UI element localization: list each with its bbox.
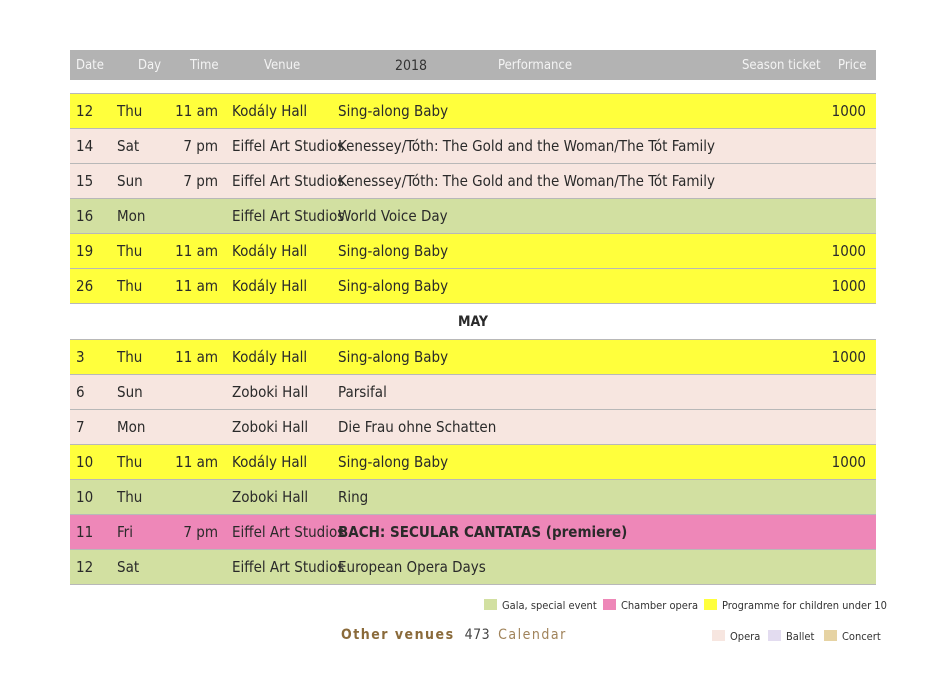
row-date: 11 [76, 523, 94, 541]
row-performance: Kenessey/Tóth: The Gold and the Woman/The Tót Family [338, 137, 716, 155]
row-date: 3 [76, 348, 85, 366]
row-time: 11 am [175, 102, 218, 120]
table-row [70, 549, 876, 584]
row-time: 11 am [175, 453, 218, 471]
row-date: 10 [76, 488, 94, 506]
table-row [70, 198, 876, 233]
children-swatch-icon [704, 599, 717, 610]
row-venue: Zoboki Hall [232, 383, 309, 401]
row-date: 12 [76, 102, 94, 120]
row-performance: Kenessey/Tóth: The Gold and the Woman/The Tót Family [338, 172, 716, 190]
legend-opera: Opera [712, 630, 760, 643]
row-performance: Die Frau ohne Schatten [338, 418, 497, 436]
header-year: 2018 [395, 58, 428, 74]
table-row [70, 163, 876, 198]
opera-swatch-icon [712, 630, 725, 641]
row-day: Sun [117, 172, 143, 190]
row-performance: Sing-along Baby [338, 277, 449, 295]
header-day: Day [138, 58, 162, 73]
table-row [70, 409, 876, 444]
row-time: 7 pm [183, 523, 218, 541]
header-date: Date [76, 58, 104, 73]
page-footer [341, 627, 567, 643]
table-header [70, 50, 876, 80]
row-time: 11 am [175, 348, 218, 366]
row-time: 7 pm [183, 137, 218, 155]
footer-chapter: Calendar [498, 627, 567, 643]
row-day: Thu [117, 277, 143, 295]
concert-swatch-icon [824, 630, 837, 641]
table-row [70, 93, 876, 128]
row-venue: Eiffel Art Studios [232, 137, 345, 155]
row-time: 11 am [175, 242, 218, 260]
header-season-ticket: Season ticket [742, 58, 821, 73]
may-rows [70, 339, 876, 584]
row-performance: Ring [338, 488, 369, 506]
row-performance: BACH: SECULAR CANTATAS (premiere) [338, 523, 628, 541]
table-row [70, 479, 876, 514]
row-time: 7 pm [183, 172, 218, 190]
row-date: 15 [76, 172, 94, 190]
row-venue: Eiffel Art Studios [232, 207, 345, 225]
row-day: Sat [117, 558, 140, 576]
row-price: 1000 [831, 242, 866, 260]
legend-chamber: Chamber opera [603, 599, 698, 612]
row-time: 11 am [175, 277, 218, 295]
row-date: 14 [76, 137, 94, 155]
row-day: Thu [117, 102, 143, 120]
row-day: Thu [117, 453, 143, 471]
table-row [70, 514, 876, 549]
table-row [70, 444, 876, 479]
ballet-swatch-icon [768, 630, 781, 641]
calendar-table [70, 50, 876, 585]
row-date: 6 [76, 383, 85, 401]
april-rows [70, 93, 876, 303]
legend-ballet: Ballet [768, 630, 814, 643]
table-row [70, 374, 876, 409]
row-venue: Zoboki Hall [232, 418, 309, 436]
row-date: 16 [76, 207, 94, 225]
header-venue: Venue [264, 58, 301, 73]
header-time: Time [190, 58, 219, 73]
header-performance: Performance [498, 58, 573, 73]
row-day: Sat [117, 137, 140, 155]
row-date: 7 [76, 418, 85, 436]
footer-section: Other venues [341, 627, 455, 643]
table-row [70, 339, 876, 374]
row-day: Fri [117, 523, 133, 541]
row-venue: Kodály Hall [232, 102, 308, 120]
row-venue: Kodály Hall [232, 277, 308, 295]
row-price: 1000 [831, 277, 866, 295]
row-date: 12 [76, 558, 94, 576]
row-performance: Sing-along Baby [338, 242, 449, 260]
row-performance: World Voice Day [338, 207, 448, 225]
row-day: Mon [117, 207, 146, 225]
row-day: Mon [117, 418, 146, 436]
row-price: 1000 [831, 453, 866, 471]
month-label: MAY [70, 303, 876, 339]
row-day: Thu [117, 348, 143, 366]
row-performance: Sing-along Baby [338, 453, 449, 471]
row-date: 19 [76, 242, 94, 260]
chamber-swatch-icon [603, 599, 616, 610]
legend-gala: Gala, special event [484, 599, 597, 612]
row-venue: Eiffel Art Studios [232, 523, 345, 541]
row-date: 10 [76, 453, 94, 471]
row-price: 1000 [831, 348, 866, 366]
row-day: Sun [117, 383, 143, 401]
table-row [70, 128, 876, 163]
gala-swatch-icon [484, 599, 497, 610]
page-number: 473 [464, 627, 491, 643]
row-venue: Kodály Hall [232, 348, 308, 366]
table-row [70, 233, 876, 268]
legend-children: Programme for children under 10 [704, 599, 887, 612]
row-performance: European Opera Days [338, 558, 486, 576]
row-date: 26 [76, 277, 94, 295]
row-performance: Sing-along Baby [338, 348, 449, 366]
row-venue: Eiffel Art Studios [232, 558, 345, 576]
row-venue: Zoboki Hall [232, 488, 309, 506]
table-row [70, 268, 876, 303]
row-venue: Eiffel Art Studios [232, 172, 345, 190]
row-day: Thu [117, 488, 143, 506]
row-price: 1000 [831, 102, 866, 120]
legend-concert: Concert [824, 630, 881, 643]
row-venue: Kodály Hall [232, 242, 308, 260]
header-price: Price [838, 58, 867, 73]
row-performance: Sing-along Baby [338, 102, 449, 120]
row-performance: Parsifal [338, 383, 387, 401]
row-day: Thu [117, 242, 143, 260]
row-venue: Kodály Hall [232, 453, 308, 471]
